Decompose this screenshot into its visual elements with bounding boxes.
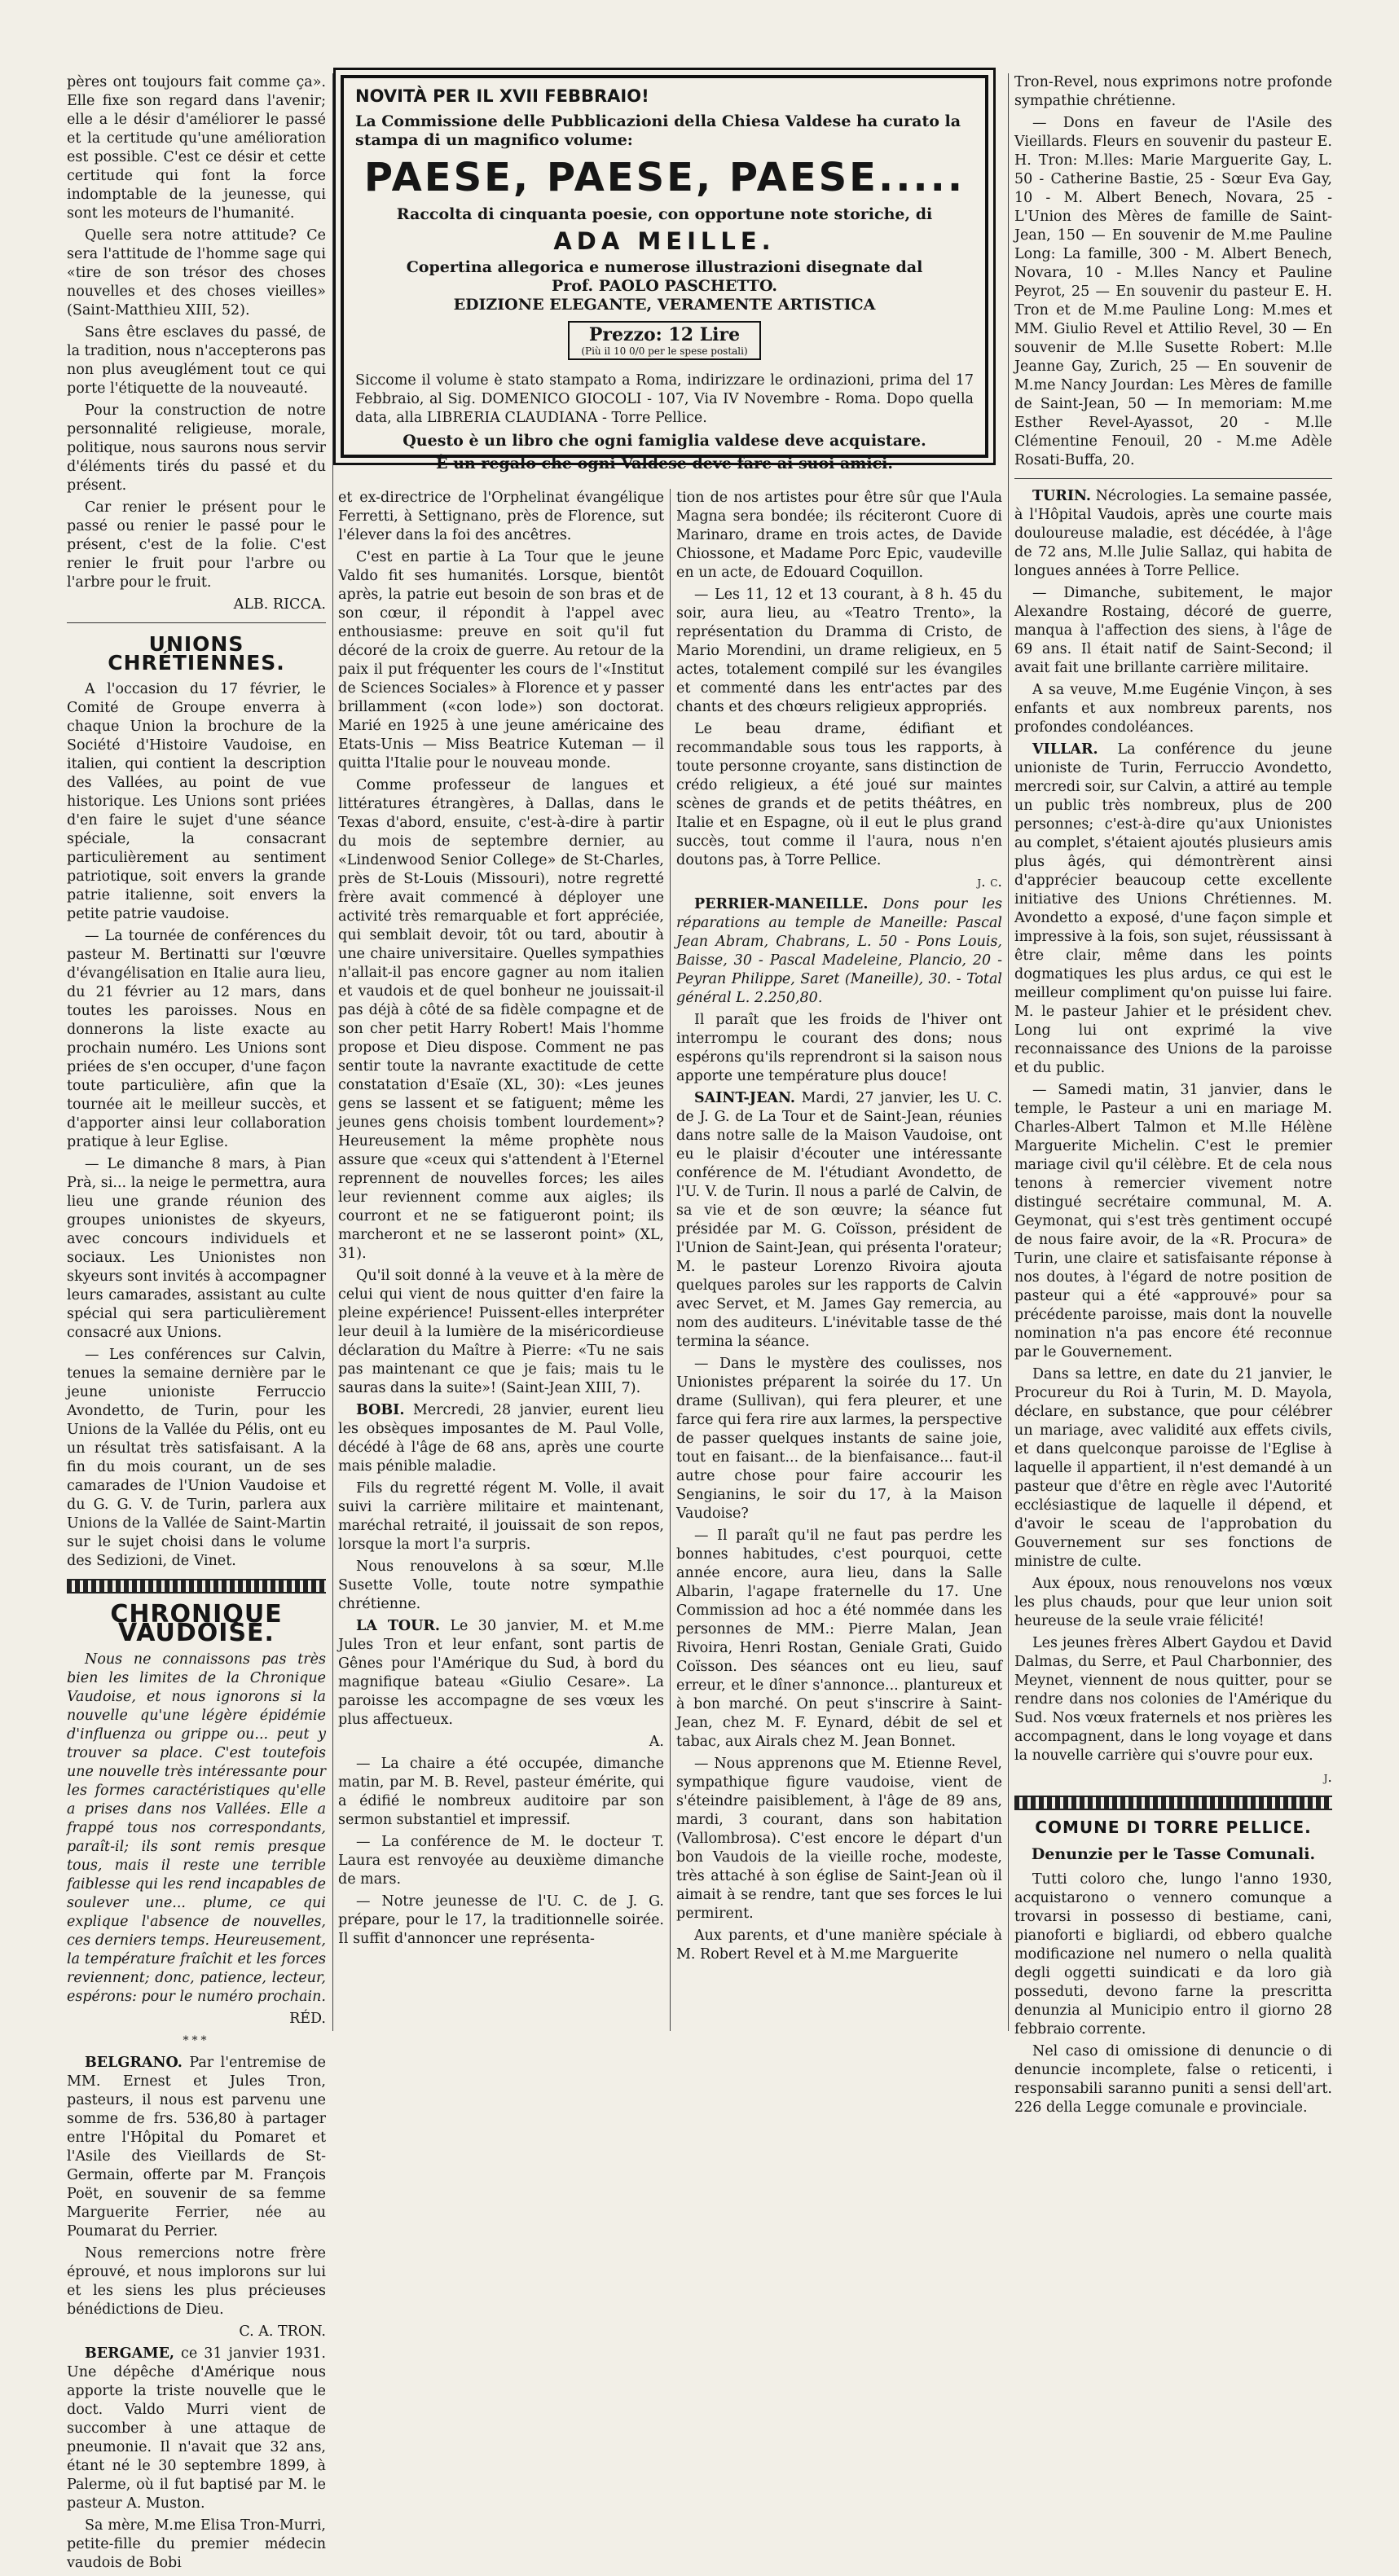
price-note: (Più il 10 0/0 per le spese postali) xyxy=(581,345,748,357)
text: Dons pour les réparations au temple de Maneille: Pascal Jean Abram, Chabrans, L. 50 - Pons Louis, Baisse, 30 - Pascal Madeleine, Plancio, 20 - Peyran Philippe, Saret (Maneille), 30. - Total général L. 2.250,80. xyxy=(676,896,1002,1006)
subheading: Denunzie per le Tasse Comunali. xyxy=(1031,1845,1316,1863)
text: Par l'entremise de MM. Ernest et Jules Tron, pasteurs, il nous est parvenu une somme de frs. 536,80 à partager entre l'Hôpital du Pomaret et l'Asile des Vieillards de St-Germain, offerte par M. François Poët, en souvenir de sa femme Marguerite Ferrier, née au Poumarat du Perrier. xyxy=(67,2055,326,2240)
place-lead: BOBI. xyxy=(356,1402,405,1418)
paragraph: Aux époux, nous renouvelons nos vœux les plus chauds, pour que leur union soit heureuse de la seule vraie félicité! xyxy=(1014,1576,1332,1629)
column-middle-left xyxy=(338,489,664,1952)
text: ce 31 janvier 1931. Une dépêche d'Amérique nous apporte la triste nouvelle que le doct. Valdo Murri vient de succomber à une attaque de pneumonie. Il n'avait que 32 ans, étant né le 30 septembre 1899, à Palerme, où il fut baptisé par M. le pasteur A. Muston. xyxy=(67,2345,326,2512)
section-title-chronique: CHRONIQUE VAUDOISE. xyxy=(110,1600,283,1647)
paragraph: — Il paraît qu'il ne faut pas perdre les bonnes habitudes, c'est pourquoi, cette année encore, aura lieu, dans la Salle Albarin, l'agape fraternelle du 17. Une Commission ad hoc a été nommée dans les personnes de MM.: Pierre Malan, Jean Rivoira, Henri Rostan, Geniale Grati, Guido Coïsson. Des séances ont eu lieu, sauf erreur, et le dîner s'annonce... plantureux et à bon marché. On peut s'inscrire à Saint-Jean, chez M. F. Eynard, débit de sel et tabac, aux Airals chez M. Jean Bonnet. xyxy=(676,1528,1002,1750)
signature: j. c. xyxy=(977,874,1002,890)
divider xyxy=(1014,478,1332,479)
book-author: ADA MEILLE. xyxy=(553,227,776,255)
decorative-border xyxy=(1014,1796,1332,1810)
paragraph: Comme professeur de langues et littératures étrangères, à Dallas, dans le Texas d'abord, ensuite, c'est-à-dire à partir du mois de septembre dernier, au «Lindenwood Senior College» de St-Charles, près de St-Louis (Missouri), notre regretté frère avait commencé à déployer une activité très remarquable et fort appréciée, qui semblait devoir, tôt ou tard, aboutir à une chaire universitaire. Quelles sympathies n'allait-il pas encore gagner au nom italien et vaudois et de quel bonheur ne jouissait-il pas déjà à côté de sa fidèle compagne et de son cher petit Harry Robert! Mais l'homme propose et Dieu dispose. Comment ne pas sentir toute la navrante exactitude de cette constatation d'Esaïe (XL, 30): «Les jeunes gens se lassent et se fatiguent; même les jeunes gens choisis tombent lourdement»? Heureusement la même prophète nous assure que «ceux qui s'attendent à l'Eternel reprennent de nouvelles forces; les ailes leur reviennent comme aux aigles; ils courront et ne se fatigueront point; ils marcheront et ne se lasseront point» (XL, 31). xyxy=(338,777,664,1262)
paragraph: Pour la construction de notre personnalité religieuse, morale, politique, nous saurons nous servir d'éléments tirés du passé et du présent. xyxy=(67,402,326,494)
editorial-note: Nous ne connaissons pas très bien les limites de la Chronique Vaudoise, et nous ignorons si la nouvelle qu'une légère épidémie d'influenza ou grippe ou... peut y trouver sa place. C'est toutefois une nouvelle très intéressante pour les formes caractéristiques qu'elle a prises dans nos Vallées. Elle a frappé tous nos correspondants, paraît-il; ils sont remis presque tous, mais il reste une terrible faiblesse qui les rend incapables de soulever une... plume, ce qui explique l'absence de nouvelles, ces derniers temps. Heureusement, la température fraîchit et les forces reviennent; donc, patience, lecteur, espérons: pour le numéro prochain. xyxy=(67,1651,326,2005)
place-lead: PERRIER-MANEILLE. xyxy=(694,896,869,912)
place-lead: BERGAME, xyxy=(85,2345,174,2362)
paragraph: — Les conférences sur Calvin, tenues la semaine dernière par le jeune unioniste Ferruccio Avondetto, de Turin, pour les Unions de la Vallée du Pélis, ont eu un résultat très satisfaisant. A la fin du mois courant, un de ses camarades de l'Union Vaudoise et du G. G. V. de Turin, parlera aux Unions de la Vallée de Saint-Martin sur le sujet choisi dans le volume des Sedizioni, de Vinet. xyxy=(67,1347,326,1569)
price: Prezzo: 12 Lire xyxy=(588,324,741,345)
text: La conférence du jeune unioniste de Turin, Ferruccio Avondetto, mercredi soir, sur Calvin, a attiré au temple un public très nombreux, plus de 200 personnes; c'est-à-dire qu'aux Unionistes au complet, s'étaient ajoutés plusieurs amis plus âgés, qui démontrèrent ainsi d'apprécier beaucoup cette excellente initiative des Unions Chrétiennes. M. Avondetto a exposé, d'une façon simple et impressive à la fois, son sujet, réussissant à être clair, même dans les points dogmatiques les plus ardus, ce qui est le meilleur compliment qu'on puisse lui faire. M. le pasteur Jahier et le président chev. Long lui ont exprimé la vive reconnaissance des Unions de la paroisse et du public. xyxy=(1014,741,1332,1076)
paragraph: Car renier le présent pour le passé ou renier le passé pour le présent, c'est de la folie. C'est renier le fruit pour l'arbre ou l'arbre pour le fruit. xyxy=(67,499,326,591)
text: Mardi, 27 janvier, les U. C. de J. G. de La Tour et de Saint-Jean, réunies dans notre salle de la Maison Vaudoise, ont eu le plaisir d'écouter une intéressante conférence de M. l'étudiant Avondetto, de l'U. V. de Turin. Il nous a parlé de Calvin, de sa vie et de son œuvre; la séance fut présidée par M. G. Coïsson, président de l'Union de Saint-Jean, qui présenta l'orateur; M. le pasteur Lorenzo Rivoira ajouta quelques paroles sur les rapports de Calvin avec Servet, et M. James Gay remercia, au nom des auditeurs. L'inévitable tasse de thé termina la séance. xyxy=(676,1090,1002,1350)
paragraph: — La chaire a été occupée, dimanche matin, par M. B. Revel, pasteur émérite, qui a édifié le nombreux auditoire par son sermon substantiel et impressif. xyxy=(338,1756,664,1828)
column-rule xyxy=(332,73,333,2031)
paragraph: Aux parents, et d'une manière spéciale à M. Robert Revel et à M.me Marguerite xyxy=(676,1928,1002,1963)
paragraph: — Dons en faveur de l'Asile des Vieillards. Fleurs en souvenir du pasteur E. H. Tron: M.lles: Marie Marguerite Gay, L. 50 - Catherine Bastie, 25 - Sœur Eva Gay, 10 - M. Albert Benech, Novara, 25 - L'Union des Mères de famille de Saint-Jean, 150 — En souvenir de M.me Pauline Long: La famille, 300 - M. Albert Benech, Novara, 10 - M.lles Nancy et Pauline Peyrot, 25 — En souvenir du pasteur E. H. Tron et de M.me Pauline Long: M.mes et MM. Giulio Revel et Attilio Revel, 30 — En souvenir de M.lle Susette Robert: M.lle Jeanne Gay, Zurich, 25 — En souvenir de M.me Nancy Jourdan: Les Mères de famille de Saint-Jean, 50 — In memoriam: M.me Esther Revel-Ayassot, 20 - M.lle Clémentine Fenouil, 20 - M.me Adèle Rosati-Buffa, 20. xyxy=(1014,115,1332,468)
signature: ALB. RICCA. xyxy=(233,596,326,613)
column-rule xyxy=(670,489,671,2031)
paragraph: Nous remercions notre frère éprouvé, et nous implorons sur lui et les siens les plus précieuses bénédictions de Dieu. xyxy=(67,2245,326,2318)
book-subtitle: Raccolta di cinquanta poesie, con opportune note storiche, di xyxy=(396,205,933,223)
column-left xyxy=(67,73,326,2576)
paragraph: — Le dimanche 8 mars, à Pian Prà, si... la neige le permettra, aura lieu une grande réunion des groupes unionistes de skyeurs, avec concours individuels et sociaux. Les Unionistes non skyeurs sont invités à accompagner leurs camarades, assistant au culte spécial qui sera particulièrement consacré aux Unions. xyxy=(67,1156,326,1341)
paragraph: Tutti coloro che, lungo l'anno 1930, acquistarono o vennero comunque a trovarsi in possesso di bestiame, cani, pianoforti e bigliardi, od ebbero qualche modificazione nel numero o nella qualità degli oggetti suindicati e da loro già posseduti, devono farne la prescritta denunzia al Municipio entro il giorno 28 febbraio corrente. xyxy=(1014,1871,1332,2038)
book-cover-note: Copertina allegorica e numerose illustrazioni disegnate dal xyxy=(406,258,923,276)
book-title: PAESE, PAESE, PAESE..... xyxy=(363,155,966,200)
separator-stars: *** xyxy=(183,2034,210,2047)
text: Le 30 janvier, M. et M.me Jules Tron et leur enfant, sont partis de Gênes pour l'Amérique du Sud, à bord du magnifique bateau «Giulio Cesare». La paroisse les accompagne de ses vœux les plus affectueux. xyxy=(338,1618,665,1728)
section-title-comune: COMUNE DI TORRE PELLICE. xyxy=(1035,1818,1312,1837)
paragraph: — Les 11, 12 et 13 courant, à 8 h. 45 du soir, aura lieu, au «Teatro Trento», la représentation du Dramma di Cristo, de Mario Morendini, un drame religieux, en 5 actes, totalement compilé sur les évangiles et commenté dans les entr'actes par des chants et des chœurs religieux appropriés. xyxy=(676,587,1002,715)
paragraph: Sa mère, M.me Elisa Tron-Murri, petite-fille du premier médecin vaudois de Bobi xyxy=(67,2517,326,2571)
paragraph xyxy=(67,2345,326,2513)
order-instructions: Siccome il volume è stato stampato a Roma, indirizzare le ordinazioni, prima del 17 Febbraio, al Sig. DOMENICO GIOCOLI - 107, Via IV Novembre - Roma. Dopo quella data, alla LIBRERIA CLAUDIANA - Torre Pellice. xyxy=(355,372,974,426)
text: Mercredi, 28 janvier, eurent lieu les obsèques imposantes de M. Paul Volle, décédé à l'âge de 68 ans, après une courte mais pénible maladie. xyxy=(338,1402,664,1475)
paragraph: Le beau drame, édifiant et recommandable sous tous les rapports, à toute personne croyante, sans distinction de crédo religieux, a été joué sur maintes scènes de grands et de petits théâtres, en Italie et en Espagne, où il eut le plus grand succès, tout comme il l'aura, nous n'en doutons pas, à Torre Pellice. xyxy=(676,721,1002,868)
place-lead: LA TOUR. xyxy=(356,1618,440,1634)
paragraph: Il paraît que les froids de l'hiver ont interrompu le courant des dons; nous espérons qu'ils reprendront si la saison nous apporte une température plus douce! xyxy=(676,1012,1002,1084)
signature: A. xyxy=(649,1734,664,1750)
paragraph: et ex-directrice de l'Orphelinat évangélique Ferretti, à Settignano, près de Florence, sut l'élever dans la foi des ancêtres. xyxy=(338,490,664,543)
paragraph xyxy=(676,895,1002,1008)
signature: RÉD. xyxy=(289,2011,326,2027)
paragraph: Les jeunes frères Albert Gaydou et David Dalmas, du Serre, et Paul Charbonnier, des Meynet, viennent de nous quitter, pour se rendre dans nos colonies de l'Amérique du Sud. Nos vœux fraternels et nos prières les accompagnent, dans le long voyage et dans la nouvelle carrière qui s'ouvre pour eux. xyxy=(1014,1635,1332,1764)
paragraph: A sa veuve, M.me Eugénie Vinçon, à ses enfants et aux nombreux parents, nos profondes condoléances. xyxy=(1014,682,1332,736)
place-lead: BELGRANO. xyxy=(85,2055,183,2071)
announcement-closing-1: Questo è un libro che ogni famiglia valdese deve acquistare. xyxy=(403,432,926,450)
paragraph: pères ont toujours fait comme ça». Elle fixe son regard dans l'avenir; elle a le désir d'améliorer le passé et la certitude qu'une amélioration est possible. C'est ce désir et cette certitude qui font la force indomptable de la jeunesse, qui sont les moteurs de l'humanité. xyxy=(67,74,326,222)
paragraph xyxy=(67,2054,326,2241)
paragraph xyxy=(1014,741,1332,1078)
book-edition: EDIZIONE ELEGANTE, VERAMENTE ARTISTICA xyxy=(453,296,876,314)
book-announcement-box xyxy=(341,75,988,473)
paragraph: tion de nos artistes pour être sûr que l'Aula Magna sera bondée; ils réciteront Cuore di Marinaro, drame en trois actes, de Davide Chiossone, et Madame Porc Epic, vaudeville en un acte, de Edouard Coquillon. xyxy=(676,490,1002,581)
paragraph xyxy=(676,1089,1002,1352)
text: Nécrologies. La semaine passée, à l'Hôpital Vaudois, après une courte mais douloureuse maladie, est décédée, à l'âge de 72 ans, M.lle Julie Sallaz, qui habita de longues années à Torre Pellice. xyxy=(1014,488,1332,579)
paragraph: Qu'il soit donné à la veuve et à la mère de celui qui vient de nous quitter d'en faire la pleine expérience! Puissent-elles interpréter leur deuil à la lumière de la miséricordieuse déclaration du Maître à Pierre: «Tu ne sais pas maintenant ce que je fais; mais tu le sauras dans la suite»! (Saint-Jean XIII, 7). xyxy=(338,1268,664,1396)
decorative-border xyxy=(67,1579,326,1594)
column-rule xyxy=(1008,73,1009,2031)
paragraph xyxy=(338,1617,664,1730)
paragraph: Nous renouvelons à sa sœur, M.lle Susette Volle, toute notre sympathie chrétienne. xyxy=(338,1558,664,1612)
signature: j. xyxy=(1323,1769,1332,1786)
paragraph: — La conférence de M. le docteur T. Laura est renvoyée au deuxième dimanche de mars. xyxy=(338,1834,664,1888)
paragraph: — Dans le mystère des coulisses, nos Unionistes préparent la soirée du 17. Un drame (Sullivan), qui fera pleurer, et une farce qui fera rire aux larmes, la perspective de passer quelques instants de saine joie, tout en faisant... de la bienfaisance... faut-il autre chose pour faire accourir les Sengianins, le soir du 17, à la Maison Vaudoise? xyxy=(676,1356,1002,1522)
paragraph: Nel caso di omissione di denuncie o di denuncie incomplete, false o reticenti, i responsabili saranno puniti a sensi dell'art. 226 della Legge comunale e provinciale. xyxy=(1014,2043,1332,2116)
announcement-closing-2: È un regalo che ogni Valdese deve fare ai suoi amici. xyxy=(435,455,894,473)
paragraph: A l'occasion du 17 février, le Comité de Groupe enverra à chaque Union la brochure de la Société d'Histoire Vaudoise, en italien, qui contient la description des Vallées, au point de vue historique. Les Unions sont priées d'en faire le sujet d'une séance spéciale, la consacrant particulièrement au sentiment patriotique, soit envers la grande patrie italienne, soit envers la petite patrie vaudoise. xyxy=(67,681,326,922)
section-title-unions: UNIONS CHRÉTIENNES. xyxy=(108,632,285,675)
paragraph: Sans être esclaves du passé, de la tradition, nous n'accepterons pas non plus aveuglément tout ce qui porte l'étiquette de la nouveauté. xyxy=(67,324,326,397)
divider xyxy=(67,622,326,623)
paragraph xyxy=(1014,487,1332,581)
announcement-header: NOVITÀ PER IL XVII FEBBRAIO! xyxy=(355,86,649,106)
paragraph: Tron-Revel, nous exprimons notre profonde sympathie chrétienne. xyxy=(1014,74,1332,109)
announcement-intro: La Commissione delle Pubblicazioni della Chiesa Valdese ha curato la stampa di un magnifico volume: xyxy=(355,112,961,149)
paragraph: C'est en partie à La Tour que le jeune Valdo fit ses humanités. Lorsque, bientôt après, la patrie eut besoin de son bras et de son cœur, il répondit à l'appel avec enthousiasme: preuve en soit qu'il fut décoré de la croix de guerre. Au retour de la paix il put fréquenter les cours de l'«Institut de Sciences Sociales» à Florence et y passer brillamment («con lode») son doctorat. Marié en 1925 à une jeune américaine des Etats-Unis — Miss Beatrice Kuteman — il quitta l'Italie pour le nouveau monde. xyxy=(338,549,664,771)
paragraph: — Dimanche, subitement, le major Alexandre Rostaing, décoré de guerre, manqua à l'affection des siens, à l'âge de 69 ans. Il était natif de Saint-Second; il avait fait une brillante carrière militaire. xyxy=(1014,585,1332,676)
place-lead: SAINT-JEAN. xyxy=(694,1090,795,1106)
paragraph: — La tournée de conférences du pasteur M. Bertinatti sur l'œuvre d'évangélisation en Italie aura lieu, du 21 février au 12 mars, dans toutes les paroisses. Nous en donnerons la liste exacte au prochain numéro. Les Unions sont priées de s'en occuper, d'une façon toute particulière, afin que la tournée ait le meilleur succès, et d'apporter ainsi leur collaboration pratique à leur Eglise. xyxy=(67,928,326,1150)
place-lead: VILLAR. xyxy=(1032,741,1098,758)
signature: C. A. TRON. xyxy=(239,2323,326,2340)
paragraph xyxy=(338,1401,664,1476)
paragraph: Quelle sera notre attitude? Ce sera l'attitude de l'homme sage qui «tire de son trésor des choses nouvelles et des choses vieilles» (Saint-Matthieu XIII, 52). xyxy=(67,227,326,319)
paragraph: — Notre jeunesse de l'U. C. de J. G. prépare, pour le 17, la traditionnelle soirée. Il suffit d'annoncer une représenta- xyxy=(338,1893,664,1947)
price-box xyxy=(568,321,760,360)
paragraph: — Samedi matin, 31 janvier, dans le temple, le Pasteur a uni en mariage M. Charles-Albert Talmon et M.lle Hélène Marguerite Michelin. C'est le premier mariage civil qu'il célèbre. Et de cela nous tenons à remercier vivement notre distingué secrétaire communal, M. A. Geymonat, qui s'est très gentiment occupé de nous faire avoir, de la «R. Procura» de Turin, une claire et satisfaisante réponse à nos doutes, à l'égard de notre position de pasteur qui a été «approuvé» pour sa précédente paroisse, mais dont la nouvelle nomination n'a pas encore été reconnue par le Gouvernement. xyxy=(1014,1082,1332,1361)
column-right xyxy=(1014,73,1332,2121)
column-middle-right xyxy=(676,489,1002,1967)
paragraph: — Nous apprenons que M. Etienne Revel, sympathique figure vaudoise, vient de s'éteindre paisiblement, à l'âge de 89 ans, mardi, 3 courant, dans son habitation (Vallombrosa). C'est encore le départ d'un bon Vaudois de la vieille roche, modeste, très attaché à son église de Saint-Jean où il aimait à se rendre, tant que ses forces le lui permirent. xyxy=(676,1756,1002,1922)
paragraph: Dans sa lettre, en date du 21 janvier, le Procureur du Roi à Turin, M. D. Mayola, déclare, en substance, que pour célébrer un mariage, avec validité aux effets civils, et dans quelconque paroisse de l'Eglise à laquelle il appartient, il n'est demandé à un pasteur que d'être en règle avec l'Autorité ecclésiastique de laquelle il dépend, et d'avoir le sceau de l'approbation du Gouvernement sur ses fonctions de ministre de culte. xyxy=(1014,1366,1332,1570)
paragraph: Fils du regretté régent M. Volle, il avait suivi la carrière militaire et maintenant, maréchal retraité, il jouissait de son repos, lorsque la mort l'a surpris. xyxy=(338,1480,664,1553)
book-illustrator: Prof. PAOLO PASCHETTO. xyxy=(552,277,777,295)
place-lead: TURIN. xyxy=(1032,488,1091,504)
